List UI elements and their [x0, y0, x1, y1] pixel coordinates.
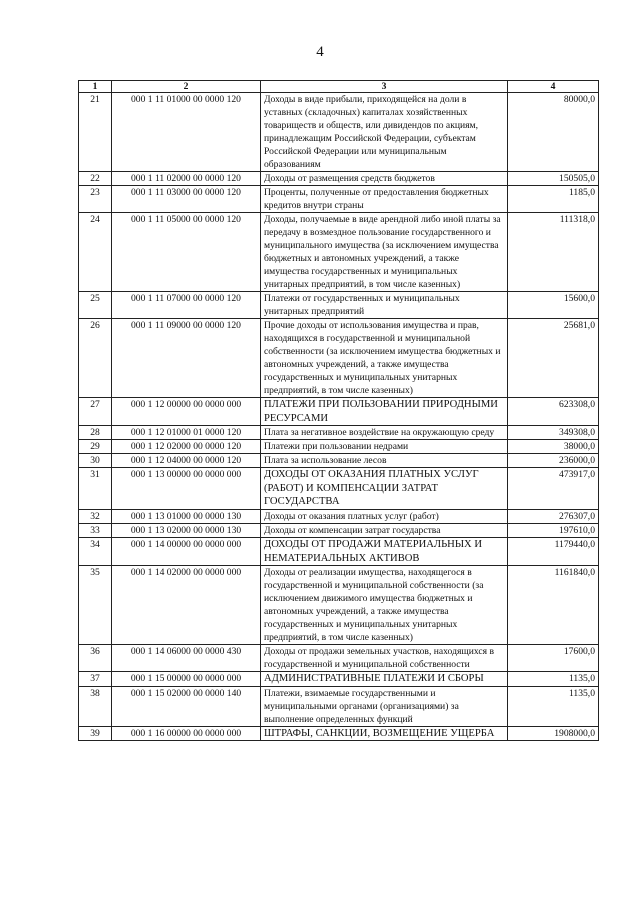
- budget-code: 000 1 15 02000 00 0000 140: [112, 686, 261, 726]
- amount: 197610,0: [508, 523, 599, 537]
- row-number: 22: [79, 172, 112, 186]
- header-col-4: 4: [508, 81, 599, 93]
- row-number: 27: [79, 398, 112, 426]
- amount: 236000,0: [508, 454, 599, 468]
- row-number: 21: [79, 93, 112, 172]
- table-row: [79, 509, 599, 523]
- row-number: 25: [79, 292, 112, 319]
- amount: 111318,0: [508, 213, 599, 292]
- row-number: 35: [79, 566, 112, 645]
- table-row: [79, 566, 599, 645]
- revenue-name: ДОХОДЫ ОТ ОКАЗАНИЯ ПЛАТНЫХ УСЛУГ (РАБОТ) И КОМПЕНСАЦИИ ЗАТРАТ ГОСУДАРСТВА: [261, 468, 508, 510]
- table-header: [79, 81, 599, 93]
- revenue-name: Платежи от государственных и муниципальных унитарных предприятий: [261, 292, 508, 319]
- table-row: [79, 468, 599, 510]
- budget-code: 000 1 13 02000 00 0000 130: [112, 523, 261, 537]
- budget-code: 000 1 12 00000 00 0000 000: [112, 398, 261, 426]
- revenue-name: Доходы от реализации имущества, находящегося в государственной и муниципальной собственности (за исключением движимого имущества бюджетных и автономных учреждений, а также имущества государственных и муниципальных унитарных предприятий, в том числе казенных): [261, 566, 508, 645]
- row-number: 30: [79, 454, 112, 468]
- revenue-name: Доходы, получаемые в виде арендной либо иной платы за передачу в возмездное пользование государственного и муниципального имущества (за исключением имущества бюджетных и автономных учреждений, а также имущества государственных и муниципальных унитарных предприятий, в том числе казенных): [261, 213, 508, 292]
- table-row: [79, 426, 599, 440]
- revenue-name: Плата за использование лесов: [261, 454, 508, 468]
- amount: 473917,0: [508, 468, 599, 510]
- budget-code: 000 1 11 01000 00 0000 120: [112, 93, 261, 172]
- budget-code: 000 1 11 07000 00 0000 120: [112, 292, 261, 319]
- amount: 17600,0: [508, 645, 599, 672]
- budget-code: 000 1 14 00000 00 0000 000: [112, 537, 261, 565]
- amount: 25681,0: [508, 319, 599, 398]
- amount: 1161840,0: [508, 566, 599, 645]
- table-row: [79, 726, 599, 741]
- row-number: 39: [79, 726, 112, 741]
- budget-code: 000 1 13 01000 00 0000 130: [112, 509, 261, 523]
- row-number: 29: [79, 440, 112, 454]
- budget-code: 000 1 12 02000 00 0000 120: [112, 440, 261, 454]
- budget-code: 000 1 11 05000 00 0000 120: [112, 213, 261, 292]
- revenue-name: Прочие доходы от использования имущества и прав, находящихся в государственной и муниципальной собственности (за исключением имущества бюджетных и автономных учреждений, а также имущества государственных и муниципальных унитарных предприятий, в том числе казенных): [261, 319, 508, 398]
- budget-code: 000 1 12 04000 00 0000 120: [112, 454, 261, 468]
- amount: 349308,0: [508, 426, 599, 440]
- amount: 1135,0: [508, 686, 599, 726]
- revenue-name: Доходы от размещения средств бюджетов: [261, 172, 508, 186]
- amount: 276307,0: [508, 509, 599, 523]
- header-col-1: 1: [79, 81, 112, 93]
- revenue-name: Доходы в виде прибыли, приходящейся на доли в уставных (складочных) капиталах хозяйственных товариществ и обществ, или дивидендов по акциям, принадлежащим Российской Федерации, субъектам Российской Федерации или муниципальным образованиям: [261, 93, 508, 172]
- revenue-name: Доходы от компенсации затрат государства: [261, 523, 508, 537]
- row-number: 37: [79, 672, 112, 687]
- row-number: 23: [79, 186, 112, 213]
- row-number: 36: [79, 645, 112, 672]
- amount: 1185,0: [508, 186, 599, 213]
- table-body: [79, 93, 599, 741]
- revenue-name: ДОХОДЫ ОТ ПРОДАЖИ МАТЕРИАЛЬНЫХ И НЕМАТЕРИАЛЬНЫХ АКТИВОВ: [261, 537, 508, 565]
- table-row: [79, 93, 599, 172]
- header-col-3: 3: [261, 81, 508, 93]
- budget-code: 000 1 15 00000 00 0000 000: [112, 672, 261, 687]
- table-row: [79, 645, 599, 672]
- table-row: [79, 523, 599, 537]
- budget-code: 000 1 11 09000 00 0000 120: [112, 319, 261, 398]
- table-row: [79, 454, 599, 468]
- budget-code: 000 1 14 02000 00 0000 000: [112, 566, 261, 645]
- revenue-name: ШТРАФЫ, САНКЦИИ, ВОЗМЕЩЕНИЕ УЩЕРБА: [261, 726, 508, 741]
- revenue-name: Доходы от продажи земельных участков, находящихся в государственной и муниципальной собственности: [261, 645, 508, 672]
- amount: 1908000,0: [508, 726, 599, 741]
- table-row: [79, 440, 599, 454]
- revenue-name: Плата за негативное воздействие на окружающую среду: [261, 426, 508, 440]
- revenue-name: Платежи, взимаемые государственными и муниципальными органами (организациями) за выполнение определенных функций: [261, 686, 508, 726]
- header-col-2: 2: [112, 81, 261, 93]
- page-number: 4: [316, 44, 324, 60]
- table-row: [79, 398, 599, 426]
- row-number: 31: [79, 468, 112, 510]
- budget-code: 000 1 11 02000 00 0000 120: [112, 172, 261, 186]
- budget-code: 000 1 16 00000 00 0000 000: [112, 726, 261, 741]
- table-row: [79, 172, 599, 186]
- amount: 1179440,0: [508, 537, 599, 565]
- revenue-name: Платежи при пользовании недрами: [261, 440, 508, 454]
- header-row: [79, 81, 599, 93]
- budget-code: 000 1 12 01000 01 0000 120: [112, 426, 261, 440]
- revenue-name: АДМИНИСТРАТИВНЫЕ ПЛАТЕЖИ И СБОРЫ: [261, 672, 508, 687]
- row-number: 38: [79, 686, 112, 726]
- table-row: [79, 672, 599, 687]
- row-number: 24: [79, 213, 112, 292]
- amount: 623308,0: [508, 398, 599, 426]
- amount: 15600,0: [508, 292, 599, 319]
- budget-code: 000 1 14 06000 00 0000 430: [112, 645, 261, 672]
- budget-code: 000 1 13 00000 00 0000 000: [112, 468, 261, 510]
- revenue-name: Доходы от оказания платных услуг (работ): [261, 509, 508, 523]
- table-row: [79, 686, 599, 726]
- table-row: [79, 537, 599, 565]
- amount: 1135,0: [508, 672, 599, 687]
- budget-code: 000 1 11 03000 00 0000 120: [112, 186, 261, 213]
- row-number: 32: [79, 509, 112, 523]
- revenue-table: [78, 80, 599, 741]
- revenue-name: Проценты, полученные от предоставления бюджетных кредитов внутри страны: [261, 186, 508, 213]
- table-row: [79, 213, 599, 292]
- revenue-name: ПЛАТЕЖИ ПРИ ПОЛЬЗОВАНИИ ПРИРОДНЫМИ РЕСУРСАМИ: [261, 398, 508, 426]
- table-row: [79, 292, 599, 319]
- table-row: [79, 186, 599, 213]
- amount: 150505,0: [508, 172, 599, 186]
- amount: 38000,0: [508, 440, 599, 454]
- row-number: 26: [79, 319, 112, 398]
- row-number: 28: [79, 426, 112, 440]
- row-number: 33: [79, 523, 112, 537]
- table-row: [79, 319, 599, 398]
- amount: 80000,0: [508, 93, 599, 172]
- row-number: 34: [79, 537, 112, 565]
